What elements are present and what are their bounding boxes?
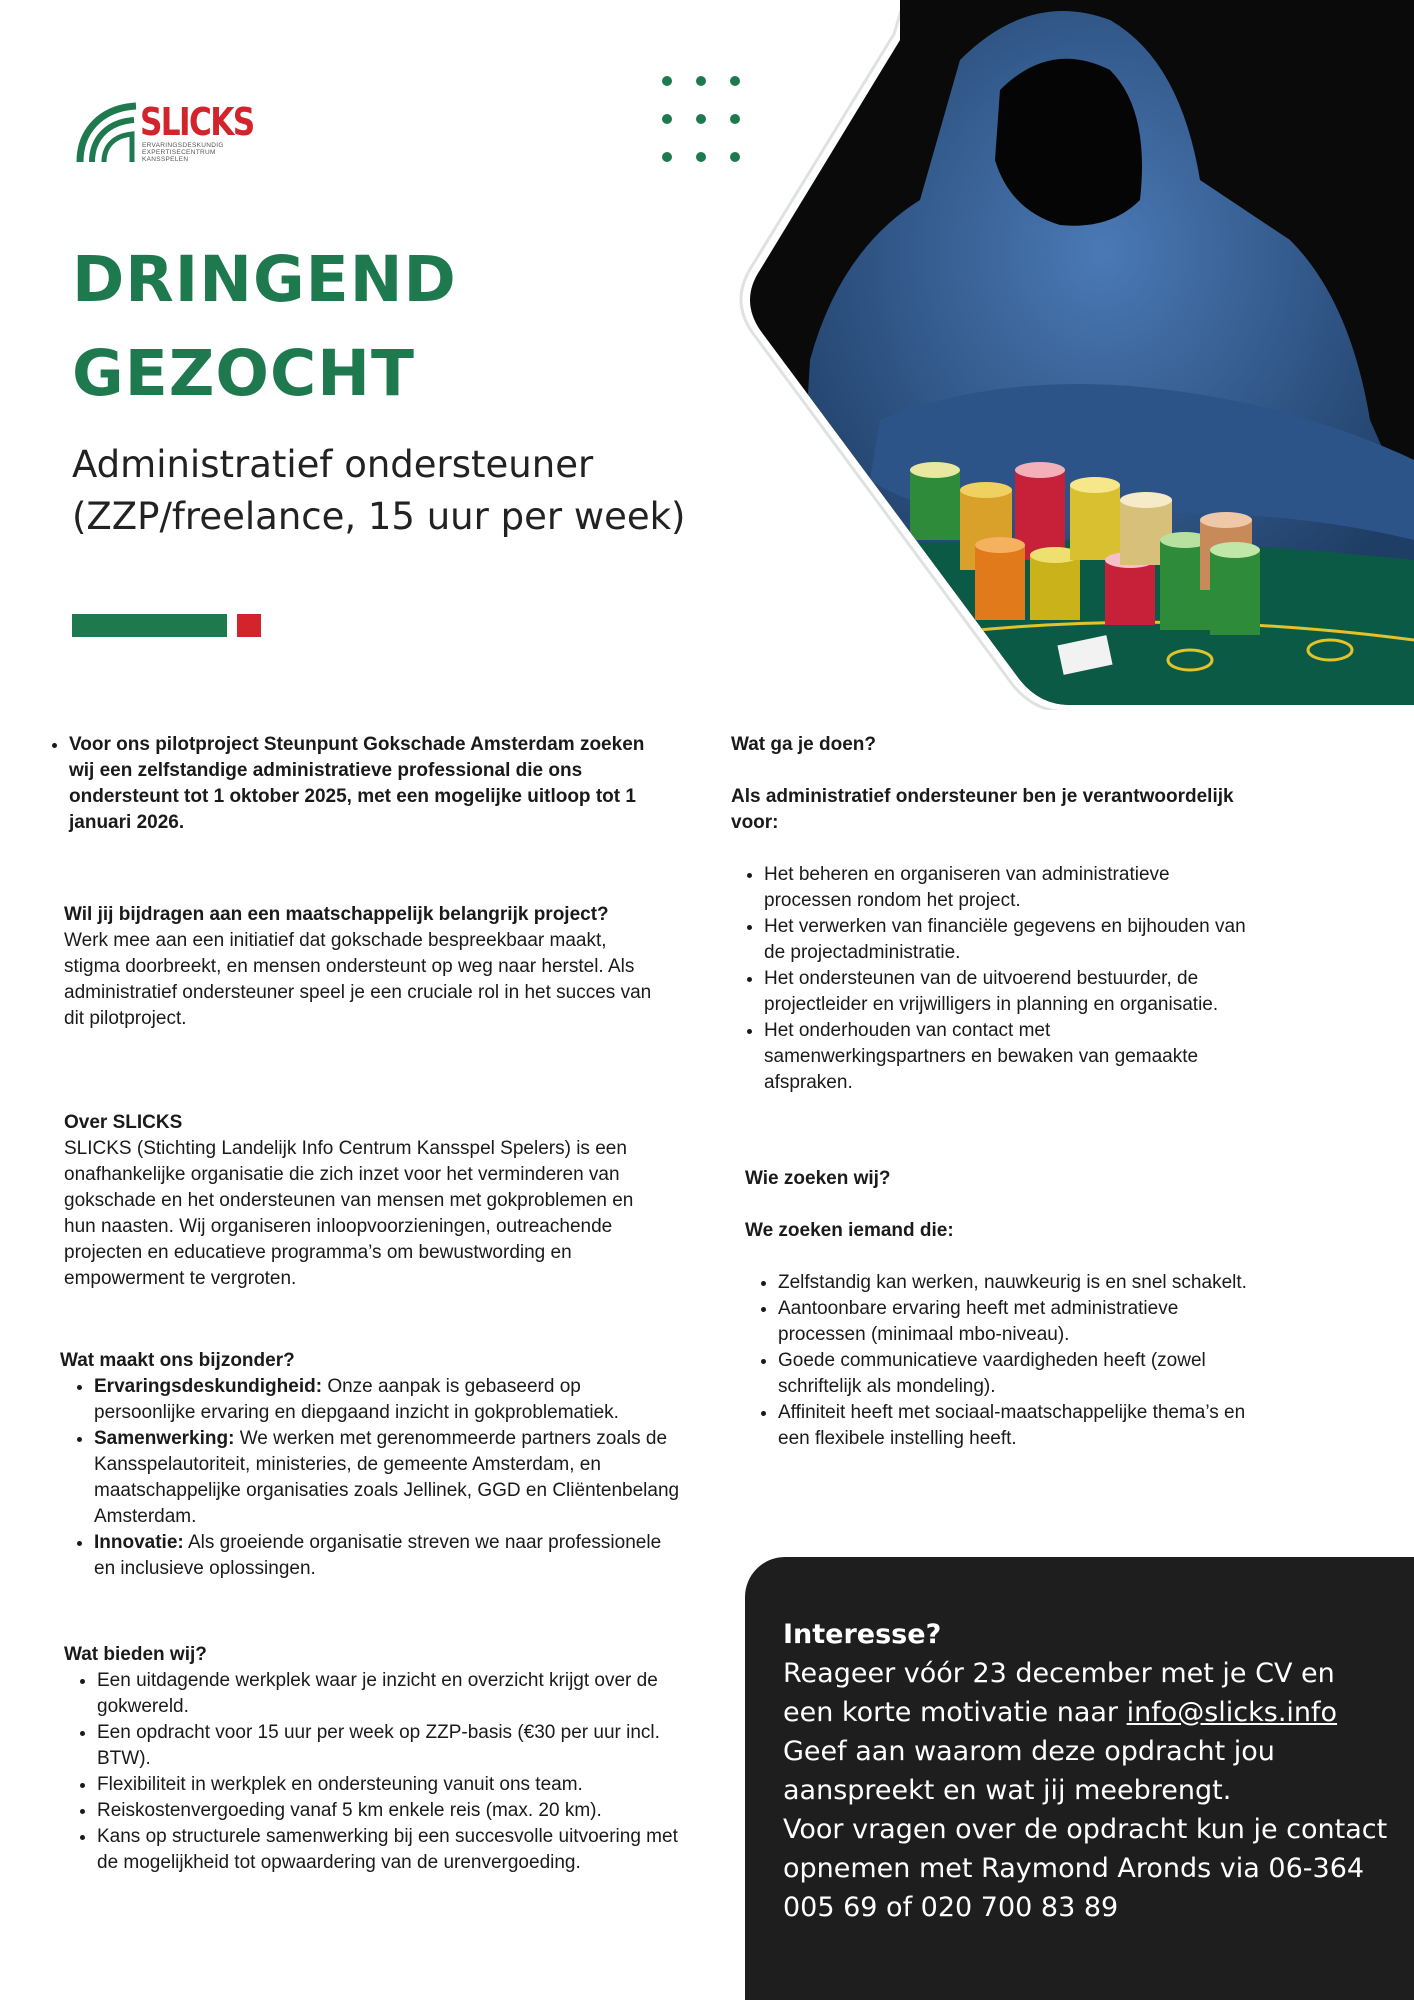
tasks-section	[731, 732, 1251, 1096]
seeking-item: • Aantoonbare ervaring heeft met administratieve processen (minimaal mbo-niveau).	[778, 1296, 1265, 1348]
decorative-dot	[696, 76, 706, 86]
logo-tagline: ERVARINGSDESKUNDIG EXPERTISECENTRUM KANSSPELEN	[142, 142, 224, 163]
decorative-dot	[662, 114, 672, 124]
intro-item: • Voor ons pilotproject Steunpunt Gokschade Amsterdam zoeken wij een zelfstandige administratieve professional die ons ondersteunt tot 1 oktober 2025, met een mogelijke uitloop tot 1 januari 2026.	[69, 732, 660, 836]
task-item: • Het onderhouden van contact met samenwerkingspartners en bewaken van gemaakte afspraken.	[764, 1018, 1251, 1096]
accent-bar-green	[72, 614, 227, 637]
decorative-dot	[662, 152, 672, 162]
task-item: • Het verwerken van financiële gegevens en bijhouden van de projectadministratie.	[764, 914, 1251, 966]
decorative-dot	[696, 114, 706, 124]
slicks-logo	[76, 100, 254, 164]
seeking-heading: Wie zoeken wij?	[745, 1168, 891, 1189]
special-section	[60, 1348, 680, 1582]
offer-item: • Reiskostenvergoeding vanaf 5 km enkele reis (max. 20 km).	[97, 1798, 684, 1824]
task-item: • Het beheren en organiseren van administratieve processen rondom het project.	[764, 862, 1251, 914]
about-body: SLICKS (Stichting Landelijk Info Centrum Kansspel Spelers) is een onafhankelijke organisatie die zich inzet voor het verminderen van gokschade en het ondersteunen van mensen met gokproblemen en hun naasten. Wij organiseren inloopvoorzieningen, outreachende projecten en educatieve programma’s om bewustwording en empowerment te vergroten.	[64, 1138, 634, 1289]
contribute-section	[64, 902, 664, 1032]
seeking-subheading: We zoeken iemand die:	[745, 1220, 954, 1241]
contribute-heading: Wil jij bijdragen aan een maatschappelijk belangrijk project?	[64, 904, 609, 925]
seeking-item: • Affiniteit heeft met sociaal-maatschappelijke thema’s en een flexibele instelling heeft.	[778, 1400, 1265, 1452]
seeking-item: • Goede communicatieve vaardigheden heeft (zowel schriftelijk als mondeling).	[778, 1348, 1265, 1400]
accent-bar-red	[237, 614, 261, 637]
special-item: • Ervaringsdeskundigheid: Onze aanpak is gebaseerd op persoonlijke ervaring en diepgaand inzicht in gokproblematiek.	[94, 1374, 680, 1426]
offer-heading: Wat bieden wij?	[64, 1644, 207, 1665]
decorative-dot	[662, 76, 672, 86]
offer-item: • Flexibiliteit in werkplek en ondersteuning vanuit ons team.	[97, 1772, 684, 1798]
special-item: • Samenwerking: We werken met gerenommeerde partners zoals de Kansspelautoriteit, ministeries, de gemeente Amsterdam, en maatschappelijke organisaties zoals Jellinek, GGD en Cliëntenbelang Amsterdam.	[94, 1426, 680, 1530]
special-item: • Innovatie: Als groeiende organisatie streven we naar professionele en inclusieve oplossingen.	[94, 1530, 680, 1582]
offer-item: • Kans op structurele samenwerking bij een succesvolle uitvoering met de mogelijkheid tot opwaardering van de urenvergoeding.	[97, 1824, 684, 1876]
offer-item: • Een uitdagende werkplek waar je inzicht en overzicht krijgt over de gokwereld.	[97, 1668, 684, 1720]
about-section	[64, 1110, 664, 1292]
interest-heading: Interesse?	[783, 1619, 942, 1650]
headline-line-2: GEZOCHT	[72, 337, 415, 410]
email-link[interactable]: info@slicks.info	[1126, 1697, 1338, 1728]
interest-text: Reageer vóór 23 december met je CV en een korte motivatie naar info@slicks.info	[783, 1658, 1338, 1728]
headline-line-1: DRINGEND	[72, 243, 457, 316]
interest-box	[745, 1557, 1414, 2000]
job-title-line-1: Administratief ondersteuner	[72, 443, 594, 486]
special-heading: Wat maakt ons bijzonder?	[60, 1350, 295, 1371]
seeking-item: • Zelfstandig kan werken, nauwkeurig is en snel schakelt.	[778, 1270, 1265, 1296]
about-heading: Over SLICKS	[64, 1112, 183, 1133]
contribute-body: Werk mee aan een initiatief dat gokschade bespreekbaar maakt, stigma doorbreekt, en mensen ondersteunt op weg naar herstel. Als administratief ondersteuner speel je een cruciale rol in het succes van dit pilotproject.	[64, 930, 652, 1029]
task-item: • Het ondersteunen van de uitvoerend bestuurder, de projectleider en vrijwilligers in planning en organisatie.	[764, 966, 1251, 1018]
job-title-line-2: (ZZP/freelance, 15 uur per week)	[72, 495, 686, 538]
offer-section	[64, 1642, 684, 1876]
logo-name: SLICKS	[140, 100, 254, 144]
intro-section	[40, 732, 660, 836]
offer-item: • Een opdracht voor 15 uur per week op ZZP-basis (€30 per uur incl. BTW).	[97, 1720, 684, 1772]
decorative-dot	[696, 152, 706, 162]
slicks-arc-logo-icon	[76, 100, 140, 164]
interest-motivation: Geef aan waarom deze opdracht jou aanspreekt en wat jij meebrengt.	[783, 1736, 1275, 1806]
tasks-subheading: Als administratief ondersteuner ben je verantwoordelijk voor:	[731, 786, 1234, 833]
seeking-section	[745, 1166, 1265, 1452]
hero-photo-hooded-gambler	[730, 0, 1414, 710]
interest-contact: Voor vragen over de opdracht kun je contact opnemen met Raymond Aronds via 06-364 005 69 of 020 700 83 89	[783, 1814, 1388, 1923]
tasks-heading: Wat ga je doen?	[731, 734, 876, 755]
